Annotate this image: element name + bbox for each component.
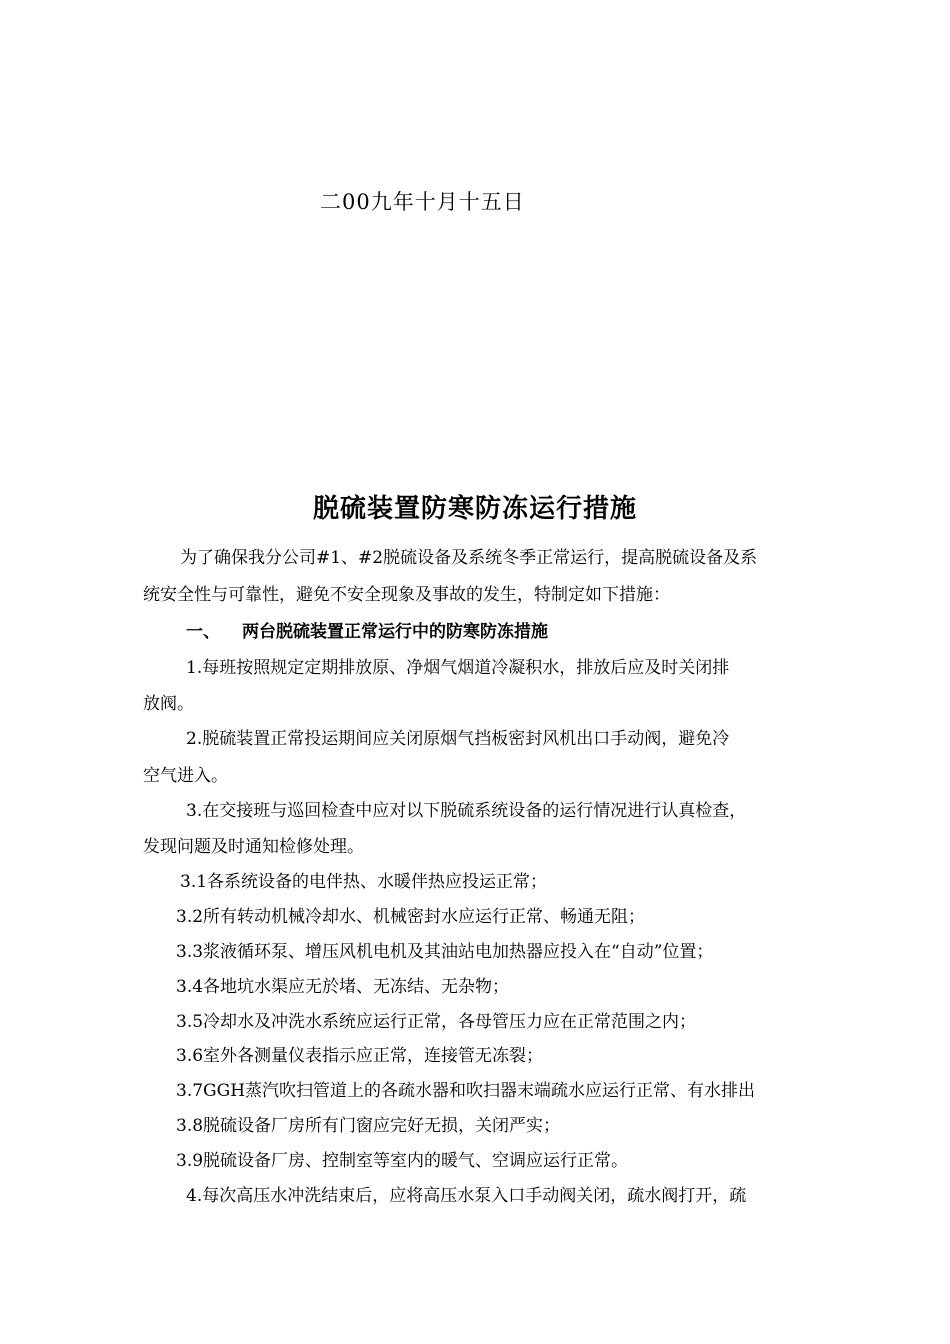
sub-item-3-8: 3.8脱硫设备厂房所有门窗应完好无损，关闭严实； <box>176 1116 561 1136</box>
item-3-line-2: 发现问题及时通知检修处理。 <box>143 837 364 857</box>
sub-item-3-4: 3.4各地坑水渠应无於堵、无冻结、无杂物； <box>176 977 510 997</box>
sub-item-3-2: 3.2所有转动机械冷却水、机械密封水应运行正常、畅通无阻； <box>176 907 646 927</box>
sub-item-3-3: 3.3浆液循环泵、增压风机电机及其油站电加热器应投入在“自动”位置； <box>176 942 714 962</box>
item-4-line-1: 4.每次高压水冲洗结束后，应将高压水泵入口手动阀关闭，疏水阀打开，疏 <box>186 1186 747 1206</box>
document-title: 脱硫装置防寒防冻运行措施 <box>312 494 637 524</box>
sub-item-3-1: 3.1各系统设备的电伴热、水暖伴热应投运正常； <box>180 872 548 892</box>
section-heading-1 <box>186 620 548 644</box>
sub-item-3-7: 3.7GGH蒸汽吹扫管道上的各疏水器和吹扫器末端疏水应运行正常、有水排出 <box>176 1081 756 1101</box>
item-2-line-1: 2.脱硫装置正常投运期间应关闭原烟气挡板密封风机出口手动阀，避免冷 <box>186 729 730 749</box>
intro-line-1: 为了确保我分公司#1、#2脱硫设备及系统冬季正常运行，提高脱硫设备及系 <box>180 548 758 568</box>
document-date: 二00九年十月十五日 <box>320 190 525 214</box>
sub-item-3-9: 3.9脱硫设备厂房、控制室等室内的暖气、空调应运行正常。 <box>176 1151 629 1171</box>
item-1-line-2: 放阀。 <box>143 694 194 714</box>
section-number: 一、 <box>186 622 220 642</box>
item-1-line-1: 1.每班按照规定定期排放原、净烟气烟道冷凝积水，排放后应及时关闭排 <box>186 658 730 678</box>
item-3-line-1: 3.在交接班与巡回检查中应对以下脱硫系统设备的运行情况进行认真检查， <box>186 801 747 821</box>
section-title: 两台脱硫装置正常运行中的防寒防冻措施 <box>242 622 548 642</box>
sub-item-3-6: 3.6室外各测量仪表指示应正常，连接管无冻裂； <box>176 1046 544 1066</box>
intro-line-2: 统安全性与可靠性，避免不安全现象及事故的发生，特制定如下措施： <box>143 585 670 605</box>
item-2-line-2: 空气进入。 <box>143 766 228 786</box>
sub-item-3-5: 3.5冷却水及冲洗水系统应运行正常，各母管压力应在正常范围之内； <box>176 1012 697 1032</box>
